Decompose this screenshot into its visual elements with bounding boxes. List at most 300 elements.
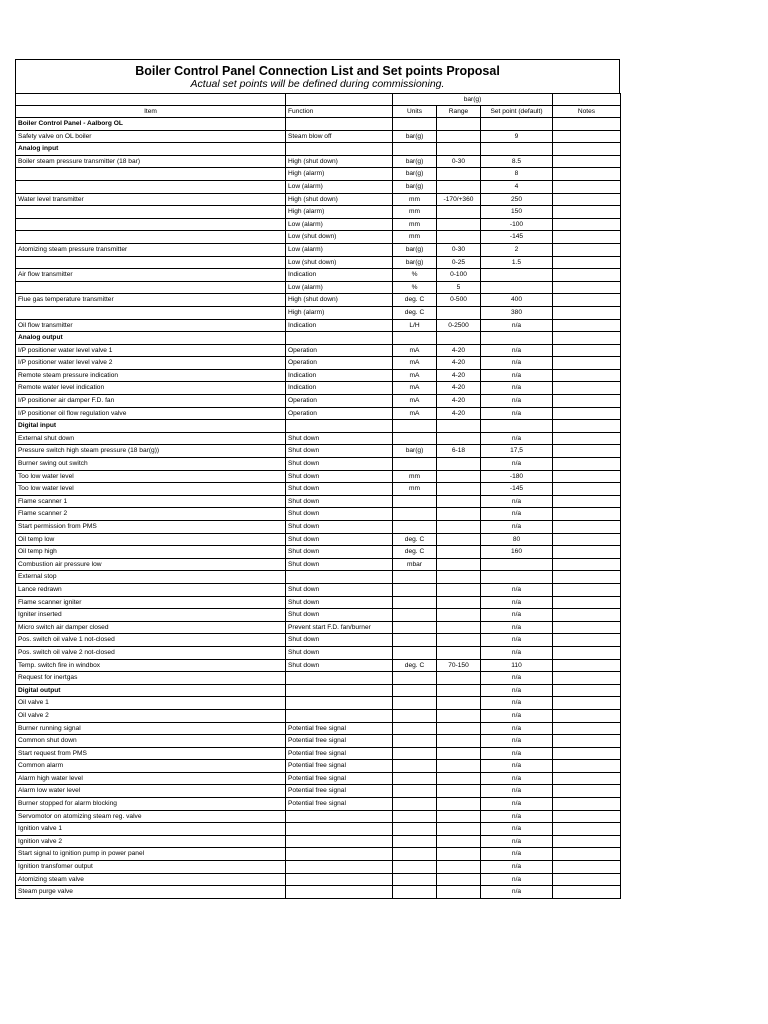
setpoint-cell: n/a bbox=[481, 772, 553, 785]
range-cell bbox=[437, 861, 481, 874]
table-row bbox=[16, 810, 621, 823]
range-cell: -170/+360 bbox=[437, 193, 481, 206]
item-cell: External shut down bbox=[16, 432, 286, 445]
connection-list-sheet bbox=[15, 59, 620, 899]
header-item: Item bbox=[16, 106, 286, 118]
range-cell: 5 bbox=[437, 281, 481, 294]
table-row bbox=[16, 168, 621, 181]
units-cell: % bbox=[393, 269, 437, 282]
notes-cell bbox=[553, 546, 621, 559]
header-setpoint: Set point (default) bbox=[481, 106, 553, 118]
function-cell bbox=[286, 835, 393, 848]
function-cell bbox=[286, 143, 393, 156]
title-block bbox=[15, 59, 620, 93]
notes-cell bbox=[553, 634, 621, 647]
units-cell: mm bbox=[393, 218, 437, 231]
units-cell bbox=[393, 886, 437, 899]
function-cell: Shut down bbox=[286, 508, 393, 521]
table-row bbox=[16, 344, 621, 357]
notes-cell bbox=[553, 155, 621, 168]
item-cell: External stop bbox=[16, 571, 286, 584]
units-cell bbox=[393, 697, 437, 710]
item-cell bbox=[16, 168, 286, 181]
function-cell: Low (shut down) bbox=[286, 256, 393, 269]
table-row bbox=[16, 823, 621, 836]
units-cell: mm bbox=[393, 470, 437, 483]
setpoint-cell: 8.5 bbox=[481, 155, 553, 168]
notes-cell bbox=[553, 810, 621, 823]
function-cell: Low (alarm) bbox=[286, 281, 393, 294]
notes-cell bbox=[553, 357, 621, 370]
setpoint-cell: n/a bbox=[481, 873, 553, 886]
item-cell: Oil valve 2 bbox=[16, 709, 286, 722]
setpoint-cell bbox=[481, 571, 553, 584]
notes-cell bbox=[553, 180, 621, 193]
units-cell bbox=[393, 508, 437, 521]
setpoint-cell: n/a bbox=[481, 458, 553, 471]
item-cell: Analog output bbox=[16, 332, 286, 345]
units-cell bbox=[393, 118, 437, 131]
setpoint-cell: 1.5 bbox=[481, 256, 553, 269]
range-cell bbox=[437, 508, 481, 521]
table-row bbox=[16, 621, 621, 634]
notes-cell bbox=[553, 118, 621, 131]
setpoint-cell: 4 bbox=[481, 180, 553, 193]
table-row bbox=[16, 546, 621, 559]
notes-cell bbox=[553, 319, 621, 332]
setpoint-cell: n/a bbox=[481, 621, 553, 634]
table-row bbox=[16, 848, 621, 861]
item-cell: I/P positioner water level valve 1 bbox=[16, 344, 286, 357]
notes-cell bbox=[553, 609, 621, 622]
setpoint-cell: n/a bbox=[481, 395, 553, 408]
function-cell: Potential free signal bbox=[286, 760, 393, 773]
function-cell bbox=[286, 684, 393, 697]
function-cell: Prevent start F.D. fan/burner bbox=[286, 621, 393, 634]
function-cell bbox=[286, 810, 393, 823]
range-cell bbox=[437, 306, 481, 319]
range-cell: 4-20 bbox=[437, 382, 481, 395]
units-cell bbox=[393, 772, 437, 785]
item-cell: Request for inertgas bbox=[16, 672, 286, 685]
units-cell bbox=[393, 495, 437, 508]
notes-cell bbox=[553, 256, 621, 269]
range-cell bbox=[437, 231, 481, 244]
function-cell: High (shut down) bbox=[286, 155, 393, 168]
item-cell: Flame scanner 2 bbox=[16, 508, 286, 521]
range-cell bbox=[437, 143, 481, 156]
units-cell: bar(g) bbox=[393, 243, 437, 256]
function-cell: Shut down bbox=[286, 533, 393, 546]
item-cell: Burner running signal bbox=[16, 722, 286, 735]
range-cell bbox=[437, 558, 481, 571]
function-cell: Operation bbox=[286, 407, 393, 420]
setpoint-cell: n/a bbox=[481, 495, 553, 508]
item-cell: I/P positioner air damper F.D. fan bbox=[16, 395, 286, 408]
range-cell: 0-2500 bbox=[437, 319, 481, 332]
notes-cell bbox=[553, 306, 621, 319]
function-cell: High (alarm) bbox=[286, 206, 393, 219]
table-row bbox=[16, 218, 621, 231]
item-cell: Ignition valve 1 bbox=[16, 823, 286, 836]
setpoint-cell: n/a bbox=[481, 835, 553, 848]
function-cell bbox=[286, 420, 393, 433]
units-cell bbox=[393, 709, 437, 722]
function-cell: Shut down bbox=[286, 521, 393, 534]
function-cell: Shut down bbox=[286, 609, 393, 622]
units-cell: mm bbox=[393, 231, 437, 244]
item-cell: Oil flow transmitter bbox=[16, 319, 286, 332]
units-cell bbox=[393, 861, 437, 874]
range-cell: 4-20 bbox=[437, 407, 481, 420]
units-cell bbox=[393, 684, 437, 697]
item-cell: Alarm high water level bbox=[16, 772, 286, 785]
function-cell: Shut down bbox=[286, 583, 393, 596]
table-row bbox=[16, 609, 621, 622]
setpoint-cell bbox=[481, 332, 553, 345]
function-cell bbox=[286, 709, 393, 722]
range-cell bbox=[437, 118, 481, 131]
units-cell bbox=[393, 810, 437, 823]
table-row bbox=[16, 483, 621, 496]
table-row bbox=[16, 709, 621, 722]
item-cell: Steam purge valve bbox=[16, 886, 286, 899]
setpoint-cell: n/a bbox=[481, 697, 553, 710]
units-cell: bar(g) bbox=[393, 256, 437, 269]
table-row bbox=[16, 231, 621, 244]
range-cell: 0-25 bbox=[437, 256, 481, 269]
table-row bbox=[16, 583, 621, 596]
notes-cell bbox=[553, 206, 621, 219]
table-row bbox=[16, 130, 621, 143]
notes-cell bbox=[553, 432, 621, 445]
notes-cell bbox=[553, 785, 621, 798]
setpoint-cell: n/a bbox=[481, 684, 553, 697]
item-cell: Burner stopped for alarm blocking bbox=[16, 798, 286, 811]
range-cell bbox=[437, 684, 481, 697]
function-cell bbox=[286, 332, 393, 345]
function-cell: Shut down bbox=[286, 495, 393, 508]
table-row bbox=[16, 735, 621, 748]
range-cell bbox=[437, 458, 481, 471]
item-cell: Alarm low water level bbox=[16, 785, 286, 798]
units-cell: bar(g) bbox=[393, 445, 437, 458]
notes-cell bbox=[553, 873, 621, 886]
setpoint-cell: 17,5 bbox=[481, 445, 553, 458]
table-row bbox=[16, 281, 621, 294]
header-function: Function bbox=[286, 106, 393, 118]
item-cell: Common shut down bbox=[16, 735, 286, 748]
notes-cell bbox=[553, 243, 621, 256]
setpoint-cell: -180 bbox=[481, 470, 553, 483]
table-row bbox=[16, 596, 621, 609]
function-cell bbox=[286, 118, 393, 131]
units-cell: mA bbox=[393, 369, 437, 382]
setpoint-cell: n/a bbox=[481, 672, 553, 685]
range-cell bbox=[437, 848, 481, 861]
units-cell: mA bbox=[393, 344, 437, 357]
item-cell bbox=[16, 218, 286, 231]
notes-cell bbox=[553, 684, 621, 697]
function-cell bbox=[286, 697, 393, 710]
function-cell: Shut down bbox=[286, 432, 393, 445]
table-row bbox=[16, 521, 621, 534]
notes-cell bbox=[553, 495, 621, 508]
table-row bbox=[16, 382, 621, 395]
notes-cell bbox=[553, 659, 621, 672]
units-cell bbox=[393, 521, 437, 534]
range-cell bbox=[437, 180, 481, 193]
setpoint-cell: n/a bbox=[481, 344, 553, 357]
function-cell bbox=[286, 886, 393, 899]
table-row bbox=[16, 634, 621, 647]
units-cell: mm bbox=[393, 483, 437, 496]
section-header-row bbox=[16, 332, 621, 345]
notes-cell bbox=[553, 861, 621, 874]
table-row bbox=[16, 508, 621, 521]
item-cell: Air flow transmitter bbox=[16, 269, 286, 282]
function-cell: Potential free signal bbox=[286, 722, 393, 735]
function-cell: Shut down bbox=[286, 596, 393, 609]
units-cell: mA bbox=[393, 395, 437, 408]
notes-cell bbox=[553, 231, 621, 244]
notes-cell bbox=[553, 558, 621, 571]
notes-cell bbox=[553, 382, 621, 395]
item-cell: Boiler Control Panel - Aalborg OL bbox=[16, 118, 286, 131]
range-cell bbox=[437, 646, 481, 659]
setpoint-cell: 8 bbox=[481, 168, 553, 181]
range-cell bbox=[437, 697, 481, 710]
item-cell: Pressure switch high steam pressure (18 bar(g)) bbox=[16, 445, 286, 458]
units-cell: mm bbox=[393, 193, 437, 206]
header-units: Units bbox=[393, 106, 437, 118]
setpoint-cell: n/a bbox=[481, 823, 553, 836]
function-cell: Indication bbox=[286, 369, 393, 382]
range-cell: 70-150 bbox=[437, 659, 481, 672]
function-cell bbox=[286, 861, 393, 874]
setpoint-cell: n/a bbox=[481, 521, 553, 534]
setpoint-cell bbox=[481, 143, 553, 156]
range-cell: 4-20 bbox=[437, 369, 481, 382]
units-cell bbox=[393, 798, 437, 811]
notes-cell bbox=[553, 281, 621, 294]
units-cell bbox=[393, 621, 437, 634]
item-cell: Start permission from PMS bbox=[16, 521, 286, 534]
table-row bbox=[16, 269, 621, 282]
notes-cell bbox=[553, 269, 621, 282]
notes-cell bbox=[553, 747, 621, 760]
item-cell: Burner swing out switch bbox=[16, 458, 286, 471]
setpoint-cell: n/a bbox=[481, 382, 553, 395]
function-cell: High (shut down) bbox=[286, 193, 393, 206]
notes-cell bbox=[553, 483, 621, 496]
function-cell: Low (alarm) bbox=[286, 243, 393, 256]
table-row bbox=[16, 533, 621, 546]
section-header-row bbox=[16, 684, 621, 697]
item-cell: Flame scanner igniter bbox=[16, 596, 286, 609]
item-cell: Oil temp high bbox=[16, 546, 286, 559]
range-cell bbox=[437, 772, 481, 785]
header-blank-cell bbox=[16, 94, 286, 106]
table-row bbox=[16, 306, 621, 319]
range-cell: 4-20 bbox=[437, 395, 481, 408]
table-row bbox=[16, 646, 621, 659]
notes-cell bbox=[553, 672, 621, 685]
table-row bbox=[16, 445, 621, 458]
units-cell bbox=[393, 747, 437, 760]
range-cell bbox=[437, 760, 481, 773]
notes-cell bbox=[553, 344, 621, 357]
range-cell: 0-30 bbox=[437, 243, 481, 256]
notes-cell bbox=[553, 445, 621, 458]
range-cell bbox=[437, 130, 481, 143]
notes-cell bbox=[553, 395, 621, 408]
table-row bbox=[16, 798, 621, 811]
table-row bbox=[16, 722, 621, 735]
table-row bbox=[16, 672, 621, 685]
item-cell bbox=[16, 281, 286, 294]
setpoint-cell: n/a bbox=[481, 583, 553, 596]
range-cell: 6-18 bbox=[437, 445, 481, 458]
header-blank-cell bbox=[286, 94, 393, 106]
range-cell bbox=[437, 835, 481, 848]
units-cell: L/H bbox=[393, 319, 437, 332]
item-cell: Digital output bbox=[16, 684, 286, 697]
range-cell bbox=[437, 886, 481, 899]
units-cell bbox=[393, 760, 437, 773]
range-cell bbox=[437, 206, 481, 219]
function-cell: Shut down bbox=[286, 659, 393, 672]
range-cell: 4-20 bbox=[437, 344, 481, 357]
setpoint-cell: n/a bbox=[481, 760, 553, 773]
units-cell: deg. C bbox=[393, 306, 437, 319]
units-cell bbox=[393, 646, 437, 659]
table-row bbox=[16, 659, 621, 672]
item-cell: Pos. switch oil valve 2 not-closed bbox=[16, 646, 286, 659]
notes-cell bbox=[553, 420, 621, 433]
setpoint-cell: n/a bbox=[481, 369, 553, 382]
range-cell bbox=[437, 810, 481, 823]
item-cell: Micro switch air damper closed bbox=[16, 621, 286, 634]
table-row bbox=[16, 319, 621, 332]
item-cell: Remote water level indication bbox=[16, 382, 286, 395]
range-cell bbox=[437, 722, 481, 735]
range-cell bbox=[437, 218, 481, 231]
range-cell bbox=[437, 672, 481, 685]
setpoint-cell: n/a bbox=[481, 634, 553, 647]
setpoint-cell: 2 bbox=[481, 243, 553, 256]
function-cell bbox=[286, 848, 393, 861]
units-cell: mm bbox=[393, 206, 437, 219]
item-cell: Common alarm bbox=[16, 760, 286, 773]
range-cell bbox=[437, 747, 481, 760]
setpoint-cell: n/a bbox=[481, 609, 553, 622]
document-title: Boiler Control Panel Connection List and Set points Proposal bbox=[135, 64, 500, 78]
function-cell bbox=[286, 823, 393, 836]
section-header-row bbox=[16, 420, 621, 433]
range-cell bbox=[437, 332, 481, 345]
item-cell: Combustion air pressure low bbox=[16, 558, 286, 571]
function-cell: High (alarm) bbox=[286, 168, 393, 181]
range-cell bbox=[437, 609, 481, 622]
setpoint-cell bbox=[481, 420, 553, 433]
range-cell bbox=[437, 470, 481, 483]
function-cell: Shut down bbox=[286, 558, 393, 571]
function-cell: Shut down bbox=[286, 470, 393, 483]
header-row bbox=[16, 106, 621, 118]
function-cell: Shut down bbox=[286, 445, 393, 458]
header-range: Range bbox=[437, 106, 481, 118]
range-cell bbox=[437, 785, 481, 798]
table-row bbox=[16, 243, 621, 256]
item-cell: Oil temp low bbox=[16, 533, 286, 546]
notes-cell bbox=[553, 130, 621, 143]
setpoint-cell: n/a bbox=[481, 709, 553, 722]
setpoint-cell: 250 bbox=[481, 193, 553, 206]
table-row bbox=[16, 861, 621, 874]
table-row bbox=[16, 747, 621, 760]
notes-cell bbox=[553, 596, 621, 609]
function-cell: Low (alarm) bbox=[286, 218, 393, 231]
units-cell: deg. C bbox=[393, 533, 437, 546]
notes-cell bbox=[553, 470, 621, 483]
notes-cell bbox=[553, 218, 621, 231]
units-cell bbox=[393, 835, 437, 848]
range-cell: 4-20 bbox=[437, 357, 481, 370]
units-cell bbox=[393, 785, 437, 798]
setpoint-cell: 400 bbox=[481, 294, 553, 307]
units-cell: mbar bbox=[393, 558, 437, 571]
notes-cell bbox=[553, 760, 621, 773]
function-cell: Indication bbox=[286, 382, 393, 395]
item-cell: Too low water level bbox=[16, 470, 286, 483]
item-cell: Too low water level bbox=[16, 483, 286, 496]
table-row bbox=[16, 256, 621, 269]
item-cell: Atomizing steam pressure transmitter bbox=[16, 243, 286, 256]
setpoint-cell: 9 bbox=[481, 130, 553, 143]
function-cell bbox=[286, 873, 393, 886]
function-cell: High (shut down) bbox=[286, 294, 393, 307]
table-row bbox=[16, 886, 621, 899]
notes-cell bbox=[553, 798, 621, 811]
item-cell: Flue gas temperature transmitter bbox=[16, 294, 286, 307]
item-cell: Analog input bbox=[16, 143, 286, 156]
setpoint-cell: n/a bbox=[481, 596, 553, 609]
item-cell: Igniter inserted bbox=[16, 609, 286, 622]
setpoint-cell: n/a bbox=[481, 407, 553, 420]
item-cell: Atomizing steam valve bbox=[16, 873, 286, 886]
range-cell: 0-500 bbox=[437, 294, 481, 307]
table-row bbox=[16, 357, 621, 370]
item-cell: I/P positioner water level valve 2 bbox=[16, 357, 286, 370]
function-cell: High (alarm) bbox=[286, 306, 393, 319]
setpoint-cell: 150 bbox=[481, 206, 553, 219]
units-cell bbox=[393, 848, 437, 861]
range-cell bbox=[437, 495, 481, 508]
units-cell bbox=[393, 596, 437, 609]
function-cell: Indication bbox=[286, 319, 393, 332]
setpoint-cell bbox=[481, 269, 553, 282]
units-cell bbox=[393, 420, 437, 433]
units-cell: deg. C bbox=[393, 546, 437, 559]
setpoint-cell: n/a bbox=[481, 848, 553, 861]
table-row bbox=[16, 407, 621, 420]
function-cell: Indication bbox=[286, 269, 393, 282]
table-row bbox=[16, 369, 621, 382]
range-cell bbox=[437, 621, 481, 634]
item-cell: Pos. switch oil valve 1 not-closed bbox=[16, 634, 286, 647]
item-cell: Temp. switch fire in windbox bbox=[16, 659, 286, 672]
